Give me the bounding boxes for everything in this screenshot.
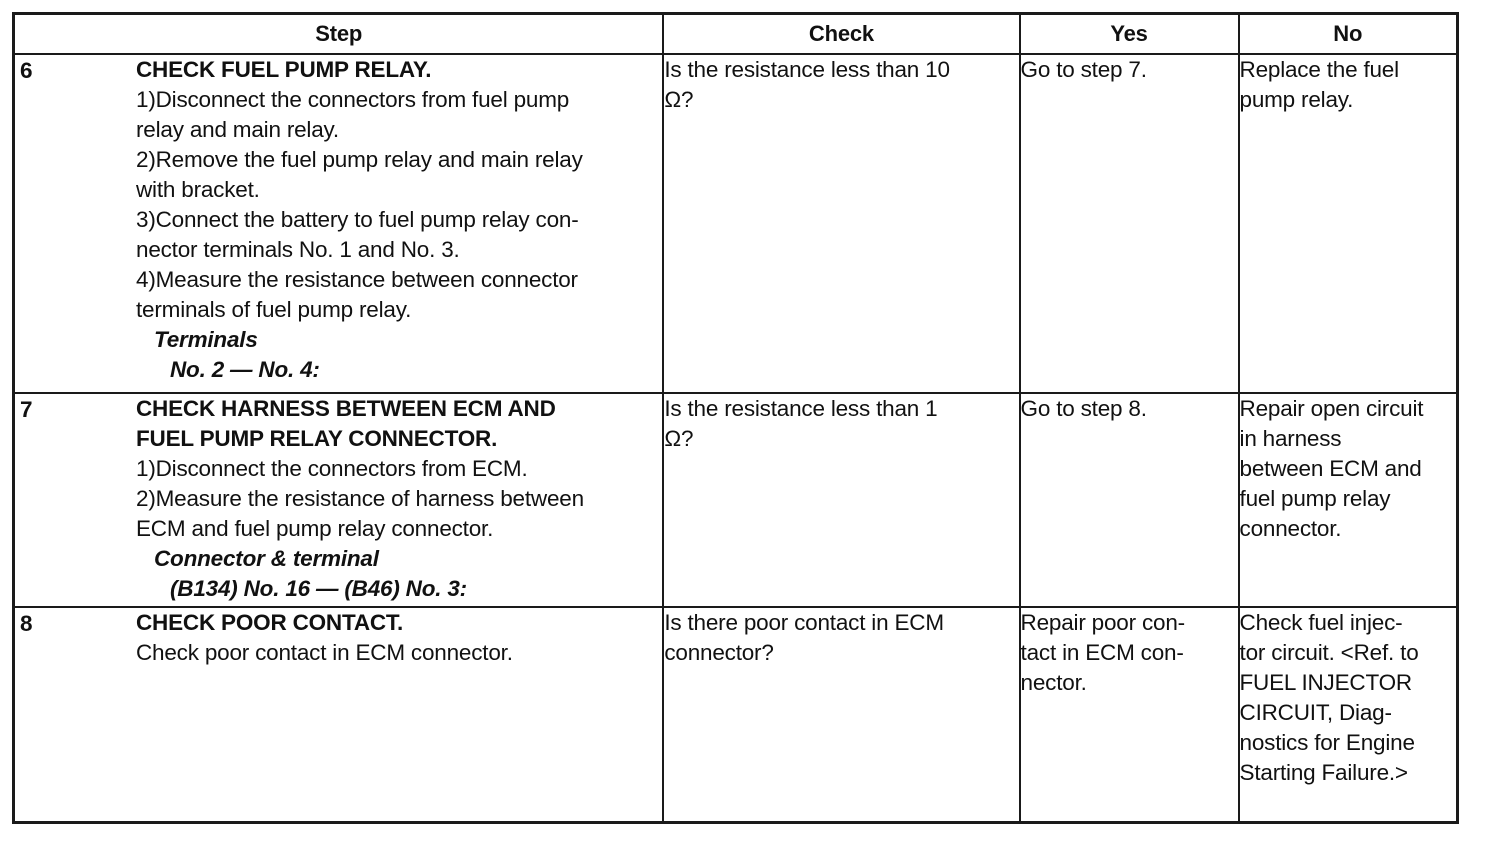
yes-cell [1020,607,1239,823]
no-line: Starting Failure.> [1239,760,1408,785]
step-title: CHECK POOR CONTACT. [136,610,404,635]
diagnostic-table [12,12,1459,824]
table-row [14,393,1458,607]
step-number: 8 [20,611,33,636]
check-cell [663,393,1019,607]
yes-line: tact in ECM con- [1020,640,1184,665]
yes-line: Repair poor con- [1020,610,1185,635]
header-row [14,14,1458,55]
check-line: Is there poor contact in ECM [664,610,944,635]
check-line: Is the resistance less than 10 [664,57,950,82]
step-cell [14,393,664,607]
table-row [14,54,1458,393]
step-line: Check poor contact in ECM connector. [136,640,513,665]
step-number: 6 [20,58,33,83]
header-check: Check [663,14,1019,55]
no-cell [1239,54,1458,393]
no-line: tor circuit. <Ref. to [1239,640,1419,665]
spec-label: Connector & terminal [154,546,379,571]
no-line: CIRCUIT, Diag- [1239,700,1392,725]
header-step: Step [14,14,664,55]
step-line: 4)Measure the resistance between connector [136,267,578,292]
no-line: in harness [1239,426,1342,451]
check-line: Is the resistance less than 1 [664,396,938,421]
yes-line: Go to step 8. [1020,396,1147,421]
check-line: Ω? [664,87,694,112]
header-yes: Yes [1020,14,1239,55]
no-cell [1239,607,1458,823]
no-line: nostics for Engine [1239,730,1415,755]
step-cell [14,607,664,823]
table-row [14,607,1458,823]
yes-cell [1020,393,1239,607]
step-title: CHECK FUEL PUMP RELAY. [136,57,432,82]
step-line: 1)Disconnect the connectors from ECM. [136,456,528,481]
step-cell [14,54,664,393]
check-line: connector? [664,640,774,665]
step-number: 7 [20,397,33,422]
spec-label: Terminals [154,327,258,352]
step-line: with bracket. [136,177,260,202]
no-line: pump relay. [1239,87,1354,112]
spec-value: (B134) No. 16 — (B46) No. 3: [170,576,467,601]
step-line: nector terminals No. 1 and No. 3. [136,237,460,262]
no-line: Check fuel injec- [1239,610,1403,635]
header-no: No [1239,14,1458,55]
no-line: FUEL INJECTOR [1239,670,1412,695]
no-line: fuel pump relay [1239,486,1391,511]
check-cell [663,54,1019,393]
no-line: between ECM and [1239,456,1422,481]
no-line: Replace the fuel [1239,57,1399,82]
step-line: 1)Disconnect the connectors from fuel pump [136,87,570,112]
step-line: terminals of fuel pump relay. [136,297,412,322]
spec-value: No. 2 — No. 4: [170,357,320,382]
check-line: Ω? [664,426,694,451]
step-title: CHECK HARNESS BETWEEN ECM AND [136,396,556,421]
step-title: FUEL PUMP RELAY CONNECTOR. [136,426,498,451]
step-line: relay and main relay. [136,117,339,142]
yes-line: nector. [1020,670,1087,695]
yes-cell [1020,54,1239,393]
yes-line: Go to step 7. [1020,57,1147,82]
step-line: 2)Measure the resistance of harness between [136,486,584,511]
step-line: 2)Remove the fuel pump relay and main relay [136,147,583,172]
no-cell [1239,393,1458,607]
no-line: Repair open circuit [1239,396,1424,421]
check-cell [663,607,1019,823]
step-line: ECM and fuel pump relay connector. [136,516,494,541]
no-line: connector. [1239,516,1342,541]
step-line: 3)Connect the battery to fuel pump relay con- [136,207,579,232]
